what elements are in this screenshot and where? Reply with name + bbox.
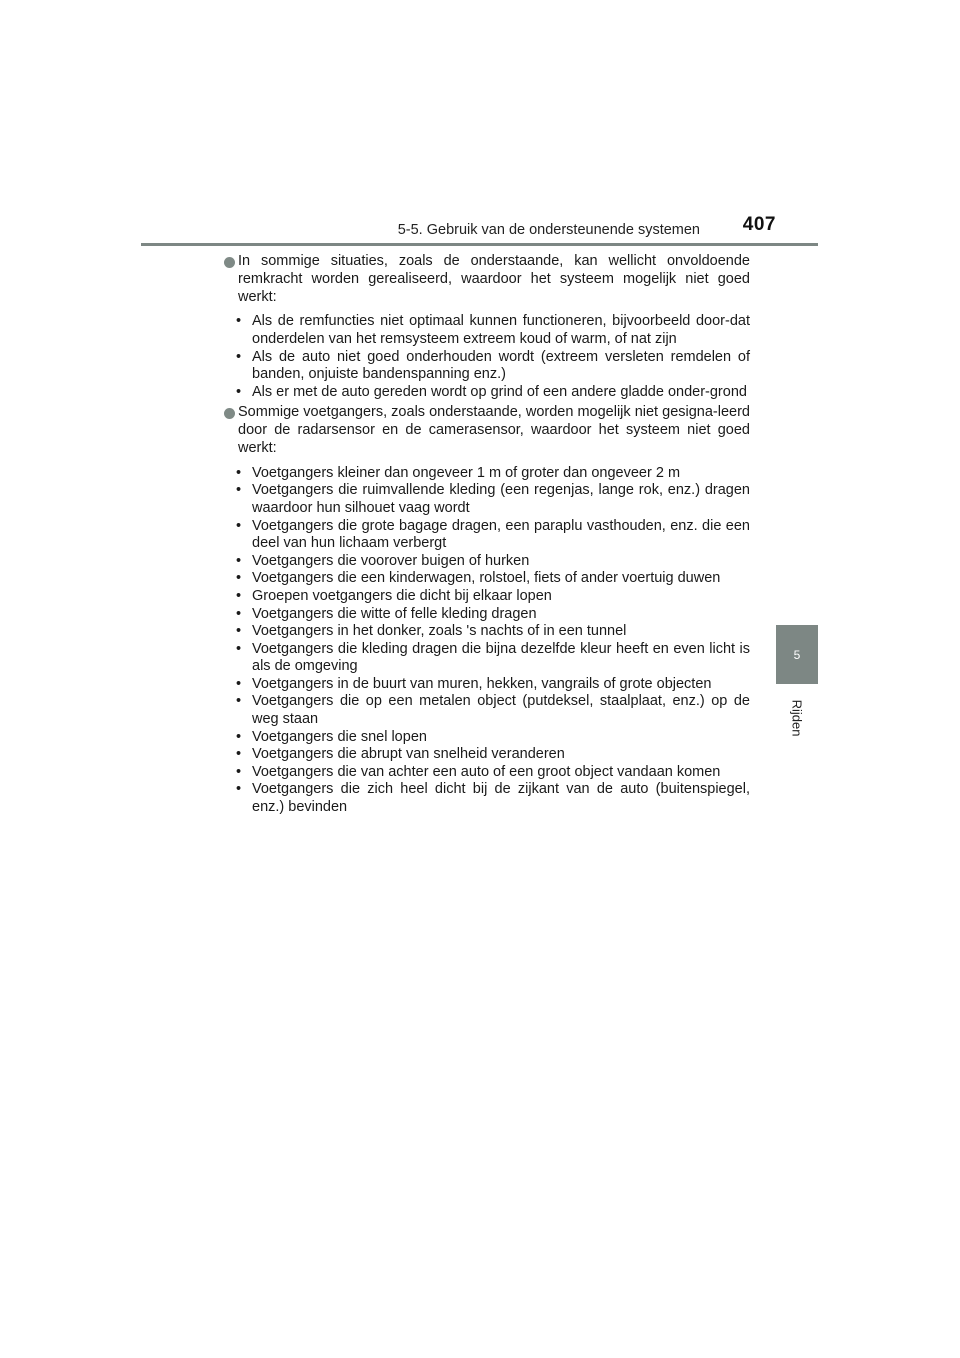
list-item-text: Groepen voetgangers die dicht bij elkaar lopen (252, 587, 552, 604)
dot-bullet-icon: • (236, 763, 242, 780)
list-item (236, 553, 750, 571)
list-item (236, 349, 750, 384)
chapter-tab-number (776, 625, 818, 684)
dot-bullet-icon: • (236, 552, 242, 569)
list-item-text: Voetgangers die kleding dragen die bijna dezelfde kleur heeft en even licht is als de omgeving (252, 640, 750, 675)
circle-bullet-icon (224, 257, 235, 268)
dot-bullet-icon: • (236, 348, 242, 365)
list-item (236, 313, 750, 348)
dot-bullet-icon: • (236, 728, 242, 745)
dot-bullet-icon: • (236, 383, 242, 400)
dot-bullet-icon: • (236, 313, 242, 330)
sub-list (222, 313, 750, 401)
list-item (236, 570, 750, 588)
list-item (236, 384, 750, 402)
dot-bullet-icon: • (236, 570, 242, 587)
dot-bullet-icon: • (236, 781, 242, 798)
list-item-text: Voetgangers die voorover buigen of hurken (252, 552, 530, 569)
list-item-text: Voetgangers in de buurt van muren, hekken, vangrails of grote objecten (252, 675, 712, 692)
main-content (222, 253, 750, 820)
list-item-text: Voetgangers die witte of felle kleding dragen (252, 605, 537, 622)
sub-list (222, 465, 750, 817)
list-item-text: Als er met de auto gereden wordt op grind of een andere gladde onder-grond (252, 383, 747, 400)
list-item-text: Voetgangers in het donker, zoals 's nachts of in een tunnel (252, 623, 627, 640)
list-item (236, 746, 750, 764)
list-item (236, 606, 750, 624)
dot-bullet-icon: • (236, 746, 242, 763)
chapter-number: 5 (793, 647, 801, 662)
chapter-tab-label (776, 689, 818, 747)
paragraph-text: In sommige situaties, zoals de onderstaande, kan wellicht onvoldoende remkracht worden gerealiseerd, waardoor het systeem mogelijk niet goed werkt: (238, 253, 750, 305)
list-item (236, 764, 750, 782)
list-item (236, 693, 750, 728)
list-item (236, 729, 750, 747)
list-item (236, 623, 750, 641)
list-item (236, 518, 750, 553)
dot-bullet-icon: • (236, 623, 242, 640)
list-item-text: Voetgangers die grote bagage dragen, een paraplu vasthouden, enz. die een deel van hun lichaam verbergt (252, 517, 750, 552)
list-item-text: Als de auto niet goed onderhouden wordt (extreem versleten remdelen of banden, onjuiste bandenspanning enz.) (252, 348, 750, 383)
list-item-text: Voetgangers die op een metalen object (putdeksel, staalplaat, enz.) op de weg staan (252, 693, 750, 728)
dot-bullet-icon: • (236, 482, 242, 499)
list-item-text: Als de remfuncties niet optimaal kunnen functioneren, bijvoorbeeld door-dat onderdelen van het remsysteem extreem koud of warm, of nat zijn (252, 313, 750, 347)
list-item (236, 482, 750, 517)
bullet-paragraph (222, 404, 750, 457)
paragraph-text: Sommige voetgangers, zoals onderstaande, worden mogelijk niet gesigna-leerd door de radarsensor en de camerasensor, waardoor het systeem niet goed werkt: (238, 404, 750, 456)
list-item (236, 676, 750, 694)
dot-bullet-icon: • (236, 464, 242, 481)
page-number: 407 (742, 214, 776, 235)
header-divider (141, 243, 818, 246)
list-item (236, 465, 750, 483)
dot-bullet-icon: • (236, 693, 242, 710)
dot-bullet-icon: • (236, 640, 242, 657)
dot-bullet-icon: • (236, 517, 242, 534)
chapter-label: Rijden (789, 699, 805, 737)
list-item-text: Voetgangers die van achter een auto of een groot object vandaan komen (252, 763, 721, 780)
list-item-text: Voetgangers kleiner dan ongeveer 1 m of groter dan ongeveer 2 m (252, 464, 681, 481)
bullet-paragraph (222, 253, 750, 306)
list-item-text: Voetgangers die abrupt van snelheid veranderen (252, 746, 565, 763)
list-item-text: Voetgangers die een kinderwagen, rolstoel, fiets of ander voertuig duwen (252, 570, 721, 587)
list-item-text: Voetgangers die ruimvallende kleding (een regenjas, lange rok, enz.) dragen waardoor hun silhouet vaag wordt (252, 482, 750, 516)
list-item (236, 641, 750, 676)
list-item (236, 588, 750, 606)
dot-bullet-icon: • (236, 587, 242, 604)
list-item (236, 781, 750, 816)
circle-bullet-icon (224, 408, 235, 419)
dot-bullet-icon: • (236, 675, 242, 692)
list-item-text: Voetgangers die zich heel dicht bij de zijkant van de auto (buitenspiegel, enz.) bevinden (252, 781, 750, 816)
section-header-title: 5-5. Gebruik van de ondersteunende systemen (397, 222, 700, 238)
dot-bullet-icon: • (236, 605, 242, 622)
list-item-text: Voetgangers die snel lopen (252, 728, 427, 745)
